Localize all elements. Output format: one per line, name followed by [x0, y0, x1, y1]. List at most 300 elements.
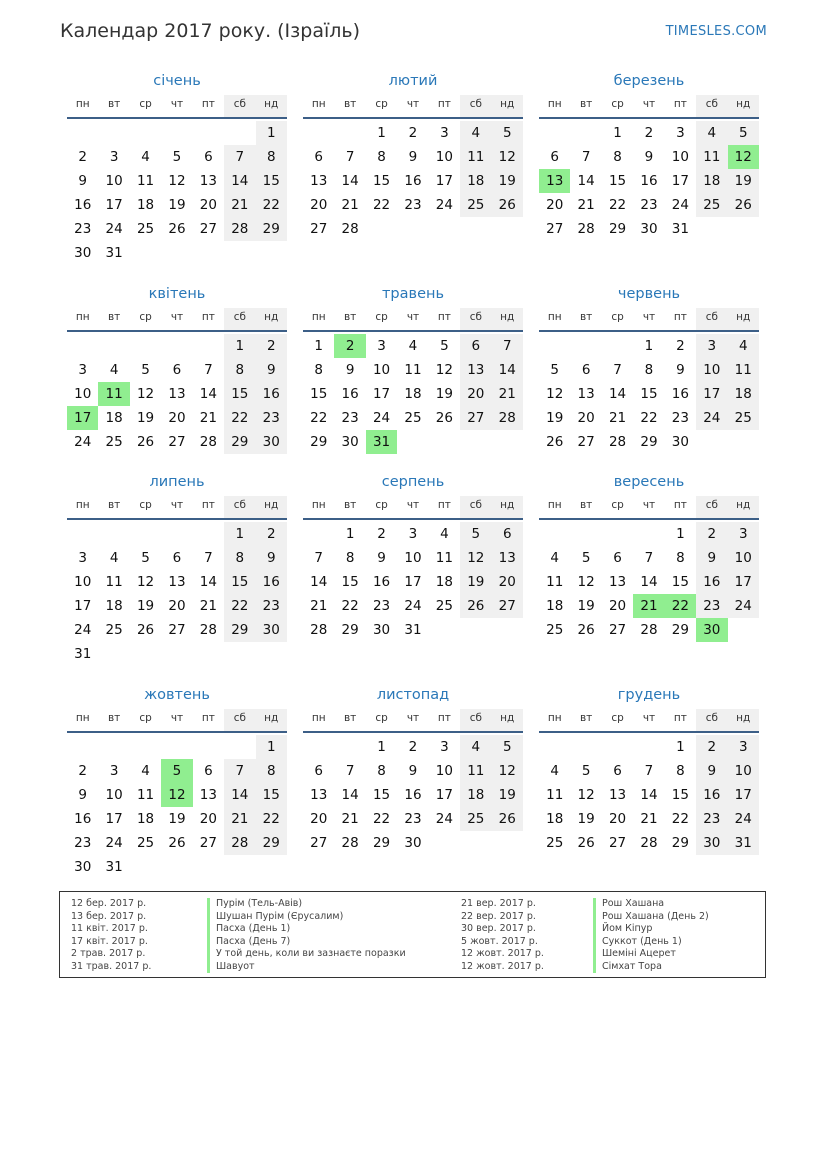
- day-cell[interactable]: 7: [224, 759, 255, 783]
- day-cell[interactable]: 5: [550, 362, 559, 378]
- day-cell[interactable]: 28: [199, 622, 217, 638]
- day-cell[interactable]: 2: [696, 735, 727, 759]
- day-cell[interactable]: 20: [199, 811, 217, 827]
- day-cell[interactable]: 30: [640, 221, 658, 237]
- day-cell[interactable]: 22: [640, 410, 658, 426]
- day-cell[interactable]: 25: [460, 193, 491, 217]
- day-cell[interactable]: 24: [372, 410, 391, 426]
- day-cell[interactable]: 13: [492, 546, 523, 570]
- day-cell[interactable]: 29: [372, 835, 391, 851]
- day-cell[interactable]: 15: [224, 570, 255, 594]
- day-cell[interactable]: 10: [728, 546, 759, 570]
- day-cell[interactable]: 24: [105, 221, 123, 237]
- day-cell[interactable]: 14: [199, 386, 217, 402]
- day-cell[interactable]: 7: [224, 145, 255, 169]
- day-cell[interactable]: 11: [460, 145, 491, 169]
- day-cell[interactable]: 10: [435, 149, 453, 165]
- day-cell[interactable]: 13: [577, 386, 595, 402]
- day-cell[interactable]: 13: [608, 787, 627, 803]
- day-cell[interactable]: 7: [492, 334, 523, 358]
- day-cell[interactable]: 11: [435, 550, 453, 566]
- day-cell[interactable]: 7: [613, 362, 622, 378]
- day-cell[interactable]: 30: [74, 859, 92, 875]
- day-cell[interactable]: 4: [440, 526, 449, 542]
- day-cell[interactable]: 24: [74, 622, 92, 638]
- day-cell[interactable]: 1: [224, 334, 255, 358]
- day-cell[interactable]: 21: [492, 382, 523, 406]
- day-cell[interactable]: 10: [105, 787, 123, 803]
- day-cell[interactable]: 8: [224, 358, 255, 382]
- day-cell[interactable]: 4: [728, 334, 759, 358]
- day-cell[interactable]: 6: [204, 149, 213, 165]
- day-cell[interactable]: 5: [440, 338, 449, 354]
- day-cell[interactable]: 3: [109, 149, 119, 165]
- day-cell[interactable]: 25: [460, 807, 491, 831]
- day-cell[interactable]: 19: [460, 570, 491, 594]
- day-cell[interactable]: 18: [546, 811, 564, 827]
- day-cell[interactable]: 6: [204, 763, 213, 779]
- holiday-day-cell[interactable]: 5: [161, 759, 192, 783]
- day-cell[interactable]: 11: [696, 145, 727, 169]
- day-cell[interactable]: 9: [644, 149, 654, 165]
- day-cell[interactable]: 24: [728, 594, 759, 618]
- day-cell[interactable]: 31: [105, 245, 123, 261]
- day-cell[interactable]: 9: [78, 173, 87, 189]
- day-cell[interactable]: 25: [105, 434, 123, 450]
- day-cell[interactable]: 14: [341, 173, 359, 189]
- day-cell[interactable]: 23: [372, 598, 391, 614]
- day-cell[interactable]: 18: [460, 783, 491, 807]
- day-cell[interactable]: 15: [341, 574, 359, 590]
- day-cell[interactable]: 19: [136, 598, 155, 614]
- day-cell[interactable]: 28: [199, 434, 217, 450]
- day-cell[interactable]: 2: [696, 522, 727, 546]
- day-cell[interactable]: 7: [204, 362, 213, 378]
- day-cell[interactable]: 29: [256, 217, 287, 241]
- day-cell[interactable]: 24: [105, 835, 123, 851]
- day-cell[interactable]: 8: [256, 759, 287, 783]
- day-cell[interactable]: 23: [341, 410, 359, 426]
- day-cell[interactable]: 16: [256, 382, 287, 406]
- day-cell[interactable]: 21: [577, 197, 595, 213]
- day-cell[interactable]: 2: [676, 338, 685, 354]
- day-cell[interactable]: 13: [460, 358, 491, 382]
- day-cell[interactable]: 23: [74, 835, 92, 851]
- day-cell[interactable]: 2: [78, 149, 87, 165]
- day-cell[interactable]: 12: [435, 362, 453, 378]
- day-cell[interactable]: 22: [224, 594, 255, 618]
- day-cell[interactable]: 22: [372, 197, 391, 213]
- day-cell[interactable]: 7: [581, 149, 591, 165]
- day-cell[interactable]: 20: [310, 197, 328, 213]
- day-cell[interactable]: 30: [341, 434, 359, 450]
- day-cell[interactable]: 11: [136, 173, 155, 189]
- day-cell[interactable]: 15: [372, 787, 391, 803]
- day-cell[interactable]: 20: [608, 811, 627, 827]
- day-cell[interactable]: 26: [577, 622, 595, 638]
- day-cell[interactable]: 23: [671, 410, 689, 426]
- day-cell[interactable]: 26: [492, 193, 523, 217]
- day-cell[interactable]: 5: [492, 121, 523, 145]
- day-cell[interactable]: 12: [492, 145, 523, 169]
- day-cell[interactable]: 28: [640, 622, 658, 638]
- day-cell[interactable]: 15: [671, 574, 689, 590]
- day-cell[interactable]: 3: [728, 522, 759, 546]
- day-cell[interactable]: 10: [105, 173, 123, 189]
- day-cell[interactable]: 30: [696, 831, 727, 855]
- day-cell[interactable]: 26: [728, 193, 759, 217]
- day-cell[interactable]: 15: [224, 382, 255, 406]
- day-cell[interactable]: 16: [74, 811, 92, 827]
- day-cell[interactable]: 4: [696, 121, 727, 145]
- day-cell[interactable]: 20: [310, 811, 328, 827]
- day-cell[interactable]: 2: [256, 334, 287, 358]
- holiday-day-cell[interactable]: 30: [696, 618, 727, 642]
- day-cell[interactable]: 14: [640, 574, 658, 590]
- day-cell[interactable]: 21: [224, 193, 255, 217]
- day-cell[interactable]: 8: [676, 763, 685, 779]
- day-cell[interactable]: 26: [136, 434, 155, 450]
- day-cell[interactable]: 10: [671, 149, 689, 165]
- day-cell[interactable]: 8: [613, 149, 622, 165]
- day-cell[interactable]: 3: [78, 550, 87, 566]
- day-cell[interactable]: 19: [136, 410, 155, 426]
- day-cell[interactable]: 5: [728, 121, 759, 145]
- day-cell[interactable]: 1: [676, 739, 685, 755]
- day-cell[interactable]: 11: [105, 574, 123, 590]
- day-cell[interactable]: 1: [613, 125, 622, 141]
- day-cell[interactable]: 15: [256, 169, 287, 193]
- day-cell[interactable]: 9: [676, 362, 685, 378]
- day-cell[interactable]: 14: [341, 787, 359, 803]
- day-cell[interactable]: 27: [168, 622, 186, 638]
- day-cell[interactable]: 12: [460, 546, 491, 570]
- day-cell[interactable]: 5: [172, 149, 182, 165]
- day-cell[interactable]: 3: [728, 735, 759, 759]
- day-cell[interactable]: 20: [608, 598, 627, 614]
- day-cell[interactable]: 15: [310, 386, 328, 402]
- day-cell[interactable]: 19: [435, 386, 453, 402]
- day-cell[interactable]: 17: [105, 811, 123, 827]
- day-cell[interactable]: 17: [404, 574, 422, 590]
- day-cell[interactable]: 21: [310, 598, 328, 614]
- day-cell[interactable]: 30: [404, 835, 422, 851]
- day-cell[interactable]: 25: [435, 598, 453, 614]
- day-cell[interactable]: 9: [408, 149, 418, 165]
- day-cell[interactable]: 27: [199, 835, 217, 851]
- day-cell[interactable]: 13: [168, 574, 186, 590]
- day-cell[interactable]: 2: [377, 526, 386, 542]
- day-cell[interactable]: 14: [310, 574, 328, 590]
- day-cell[interactable]: 15: [608, 173, 627, 189]
- day-cell[interactable]: 29: [224, 618, 255, 642]
- day-cell[interactable]: 8: [377, 149, 386, 165]
- day-cell[interactable]: 29: [671, 622, 689, 638]
- day-cell[interactable]: 18: [460, 169, 491, 193]
- day-cell[interactable]: 13: [168, 386, 186, 402]
- day-cell[interactable]: 12: [492, 759, 523, 783]
- day-cell[interactable]: 7: [644, 763, 654, 779]
- day-cell[interactable]: 1: [345, 526, 355, 542]
- day-cell[interactable]: 5: [460, 522, 491, 546]
- day-cell[interactable]: 29: [341, 622, 359, 638]
- day-cell[interactable]: 4: [460, 735, 491, 759]
- day-cell[interactable]: 18: [728, 382, 759, 406]
- day-cell[interactable]: 5: [492, 735, 523, 759]
- day-cell[interactable]: 30: [671, 434, 689, 450]
- day-cell[interactable]: 10: [696, 358, 727, 382]
- day-cell[interactable]: 6: [492, 522, 523, 546]
- day-cell[interactable]: 14: [608, 386, 627, 402]
- day-cell[interactable]: 13: [199, 173, 217, 189]
- day-cell[interactable]: 7: [204, 550, 213, 566]
- day-cell[interactable]: 20: [199, 197, 217, 213]
- day-cell[interactable]: 1: [377, 125, 386, 141]
- day-cell[interactable]: 18: [696, 169, 727, 193]
- day-cell[interactable]: 8: [676, 550, 685, 566]
- day-cell[interactable]: 8: [224, 546, 255, 570]
- day-cell[interactable]: 19: [577, 811, 595, 827]
- day-cell[interactable]: 4: [109, 362, 119, 378]
- day-cell[interactable]: 26: [435, 410, 453, 426]
- day-cell[interactable]: 22: [372, 811, 391, 827]
- day-cell[interactable]: 19: [492, 169, 523, 193]
- day-cell[interactable]: 31: [404, 622, 422, 638]
- day-cell[interactable]: 16: [372, 574, 391, 590]
- day-cell[interactable]: 19: [492, 783, 523, 807]
- holiday-day-cell[interactable]: 13: [539, 169, 570, 193]
- day-cell[interactable]: 7: [314, 550, 323, 566]
- day-cell[interactable]: 27: [608, 622, 627, 638]
- day-cell[interactable]: 6: [172, 550, 182, 566]
- day-cell[interactable]: 4: [550, 550, 559, 566]
- day-cell[interactable]: 12: [577, 574, 595, 590]
- day-cell[interactable]: 16: [671, 386, 689, 402]
- day-cell[interactable]: 9: [78, 787, 87, 803]
- day-cell[interactable]: 26: [546, 434, 564, 450]
- day-cell[interactable]: 2: [408, 739, 418, 755]
- day-cell[interactable]: 25: [136, 221, 155, 237]
- day-cell[interactable]: 17: [74, 598, 92, 614]
- day-cell[interactable]: 27: [199, 221, 217, 237]
- day-cell[interactable]: 3: [440, 125, 449, 141]
- day-cell[interactable]: 29: [608, 221, 627, 237]
- day-cell[interactable]: 7: [644, 550, 654, 566]
- day-cell[interactable]: 17: [728, 570, 759, 594]
- day-cell[interactable]: 13: [310, 173, 328, 189]
- day-cell[interactable]: 12: [136, 386, 155, 402]
- day-cell[interactable]: 1: [314, 338, 323, 354]
- day-cell[interactable]: 24: [435, 811, 453, 827]
- day-cell[interactable]: 3: [377, 338, 386, 354]
- day-cell[interactable]: 18: [105, 410, 123, 426]
- day-cell[interactable]: 30: [372, 622, 391, 638]
- day-cell[interactable]: 22: [224, 406, 255, 430]
- day-cell[interactable]: 9: [408, 763, 418, 779]
- site-link[interactable]: TIMESLES.COM: [665, 24, 767, 39]
- day-cell[interactable]: 17: [105, 197, 123, 213]
- day-cell[interactable]: 5: [581, 550, 591, 566]
- day-cell[interactable]: 25: [546, 622, 564, 638]
- day-cell[interactable]: 28: [341, 835, 359, 851]
- day-cell[interactable]: 24: [404, 598, 422, 614]
- day-cell[interactable]: 13: [199, 787, 217, 803]
- day-cell[interactable]: 6: [613, 550, 622, 566]
- day-cell[interactable]: 6: [460, 334, 491, 358]
- holiday-day-cell[interactable]: 2: [334, 334, 365, 358]
- day-cell[interactable]: 22: [608, 197, 627, 213]
- day-cell[interactable]: 14: [224, 783, 255, 807]
- day-cell[interactable]: 15: [372, 173, 391, 189]
- day-cell[interactable]: 14: [199, 574, 217, 590]
- day-cell[interactable]: 23: [256, 594, 287, 618]
- day-cell[interactable]: 11: [546, 787, 564, 803]
- day-cell[interactable]: 18: [136, 197, 155, 213]
- day-cell[interactable]: 22: [256, 193, 287, 217]
- day-cell[interactable]: 23: [696, 594, 727, 618]
- day-cell[interactable]: 14: [492, 358, 523, 382]
- day-cell[interactable]: 18: [435, 574, 453, 590]
- day-cell[interactable]: 23: [404, 811, 422, 827]
- day-cell[interactable]: 25: [546, 835, 564, 851]
- day-cell[interactable]: 20: [577, 410, 595, 426]
- day-cell[interactable]: 29: [310, 434, 328, 450]
- day-cell[interactable]: 31: [74, 646, 92, 662]
- day-cell[interactable]: 8: [644, 362, 654, 378]
- day-cell[interactable]: 16: [640, 173, 658, 189]
- day-cell[interactable]: 19: [577, 598, 595, 614]
- day-cell[interactable]: 21: [640, 811, 658, 827]
- day-cell[interactable]: 21: [341, 197, 359, 213]
- day-cell[interactable]: 27: [168, 434, 186, 450]
- day-cell[interactable]: 28: [577, 221, 595, 237]
- day-cell[interactable]: 11: [728, 358, 759, 382]
- day-cell[interactable]: 17: [435, 173, 453, 189]
- day-cell[interactable]: 26: [136, 622, 155, 638]
- day-cell[interactable]: 15: [671, 787, 689, 803]
- day-cell[interactable]: 20: [546, 197, 564, 213]
- day-cell[interactable]: 28: [341, 221, 359, 237]
- day-cell[interactable]: 11: [136, 787, 155, 803]
- holiday-day-cell[interactable]: 21: [633, 594, 664, 618]
- day-cell[interactable]: 22: [341, 598, 359, 614]
- day-cell[interactable]: 24: [671, 197, 689, 213]
- day-cell[interactable]: 20: [492, 570, 523, 594]
- day-cell[interactable]: 1: [224, 522, 255, 546]
- day-cell[interactable]: 18: [136, 811, 155, 827]
- day-cell[interactable]: 11: [546, 574, 564, 590]
- day-cell[interactable]: 7: [345, 149, 355, 165]
- day-cell[interactable]: 26: [492, 807, 523, 831]
- day-cell[interactable]: 3: [109, 763, 119, 779]
- day-cell[interactable]: 5: [141, 550, 150, 566]
- day-cell[interactable]: 10: [74, 386, 92, 402]
- day-cell[interactable]: 5: [581, 763, 591, 779]
- day-cell[interactable]: 9: [696, 546, 727, 570]
- holiday-day-cell[interactable]: 31: [366, 430, 397, 454]
- day-cell[interactable]: 24: [728, 807, 759, 831]
- day-cell[interactable]: 23: [640, 197, 658, 213]
- day-cell[interactable]: 10: [74, 574, 92, 590]
- day-cell[interactable]: 20: [460, 382, 491, 406]
- day-cell[interactable]: 17: [671, 173, 689, 189]
- day-cell[interactable]: 10: [404, 550, 422, 566]
- day-cell[interactable]: 25: [696, 193, 727, 217]
- day-cell[interactable]: 27: [310, 221, 328, 237]
- day-cell[interactable]: 26: [460, 594, 491, 618]
- day-cell[interactable]: 4: [141, 149, 150, 165]
- day-cell[interactable]: 24: [696, 406, 727, 430]
- day-cell[interactable]: 27: [577, 434, 595, 450]
- day-cell[interactable]: 2: [644, 125, 654, 141]
- day-cell[interactable]: 16: [404, 173, 422, 189]
- day-cell[interactable]: 16: [256, 570, 287, 594]
- day-cell[interactable]: 9: [377, 550, 386, 566]
- day-cell[interactable]: 29: [671, 835, 689, 851]
- day-cell[interactable]: 20: [168, 598, 186, 614]
- day-cell[interactable]: 9: [256, 546, 287, 570]
- day-cell[interactable]: 8: [377, 763, 386, 779]
- day-cell[interactable]: 28: [310, 622, 328, 638]
- day-cell[interactable]: 6: [314, 763, 323, 779]
- day-cell[interactable]: 2: [256, 522, 287, 546]
- day-cell[interactable]: 1: [256, 121, 287, 145]
- day-cell[interactable]: 28: [224, 217, 255, 241]
- day-cell[interactable]: 6: [172, 362, 182, 378]
- day-cell[interactable]: 21: [199, 598, 217, 614]
- day-cell[interactable]: 31: [728, 831, 759, 855]
- day-cell[interactable]: 26: [168, 835, 186, 851]
- day-cell[interactable]: 2: [78, 763, 87, 779]
- day-cell[interactable]: 16: [696, 570, 727, 594]
- day-cell[interactable]: 28: [640, 835, 658, 851]
- day-cell[interactable]: 24: [74, 434, 92, 450]
- holiday-day-cell[interactable]: 22: [665, 594, 696, 618]
- day-cell[interactable]: 3: [78, 362, 87, 378]
- day-cell[interactable]: 23: [74, 221, 92, 237]
- day-cell[interactable]: 12: [577, 787, 595, 803]
- day-cell[interactable]: 13: [608, 574, 627, 590]
- day-cell[interactable]: 9: [696, 759, 727, 783]
- day-cell[interactable]: 4: [460, 121, 491, 145]
- day-cell[interactable]: 12: [168, 173, 186, 189]
- day-cell[interactable]: 15: [256, 783, 287, 807]
- day-cell[interactable]: 20: [168, 410, 186, 426]
- day-cell[interactable]: 17: [435, 787, 453, 803]
- day-cell[interactable]: 1: [377, 739, 386, 755]
- day-cell[interactable]: 31: [671, 221, 689, 237]
- day-cell[interactable]: 17: [696, 382, 727, 406]
- day-cell[interactable]: 25: [105, 622, 123, 638]
- day-cell[interactable]: 17: [372, 386, 391, 402]
- day-cell[interactable]: 11: [460, 759, 491, 783]
- day-cell[interactable]: 22: [671, 811, 689, 827]
- day-cell[interactable]: 21: [341, 811, 359, 827]
- day-cell[interactable]: 29: [256, 831, 287, 855]
- day-cell[interactable]: 17: [728, 783, 759, 807]
- day-cell[interactable]: 28: [492, 406, 523, 430]
- day-cell[interactable]: 27: [608, 835, 627, 851]
- day-cell[interactable]: 4: [109, 550, 119, 566]
- day-cell[interactable]: 16: [341, 386, 359, 402]
- day-cell[interactable]: 10: [435, 763, 453, 779]
- day-cell[interactable]: 10: [372, 362, 391, 378]
- day-cell[interactable]: 18: [105, 598, 123, 614]
- day-cell[interactable]: 4: [408, 338, 418, 354]
- holiday-day-cell[interactable]: 11: [98, 382, 129, 406]
- day-cell[interactable]: 3: [408, 526, 418, 542]
- day-cell[interactable]: 26: [577, 835, 595, 851]
